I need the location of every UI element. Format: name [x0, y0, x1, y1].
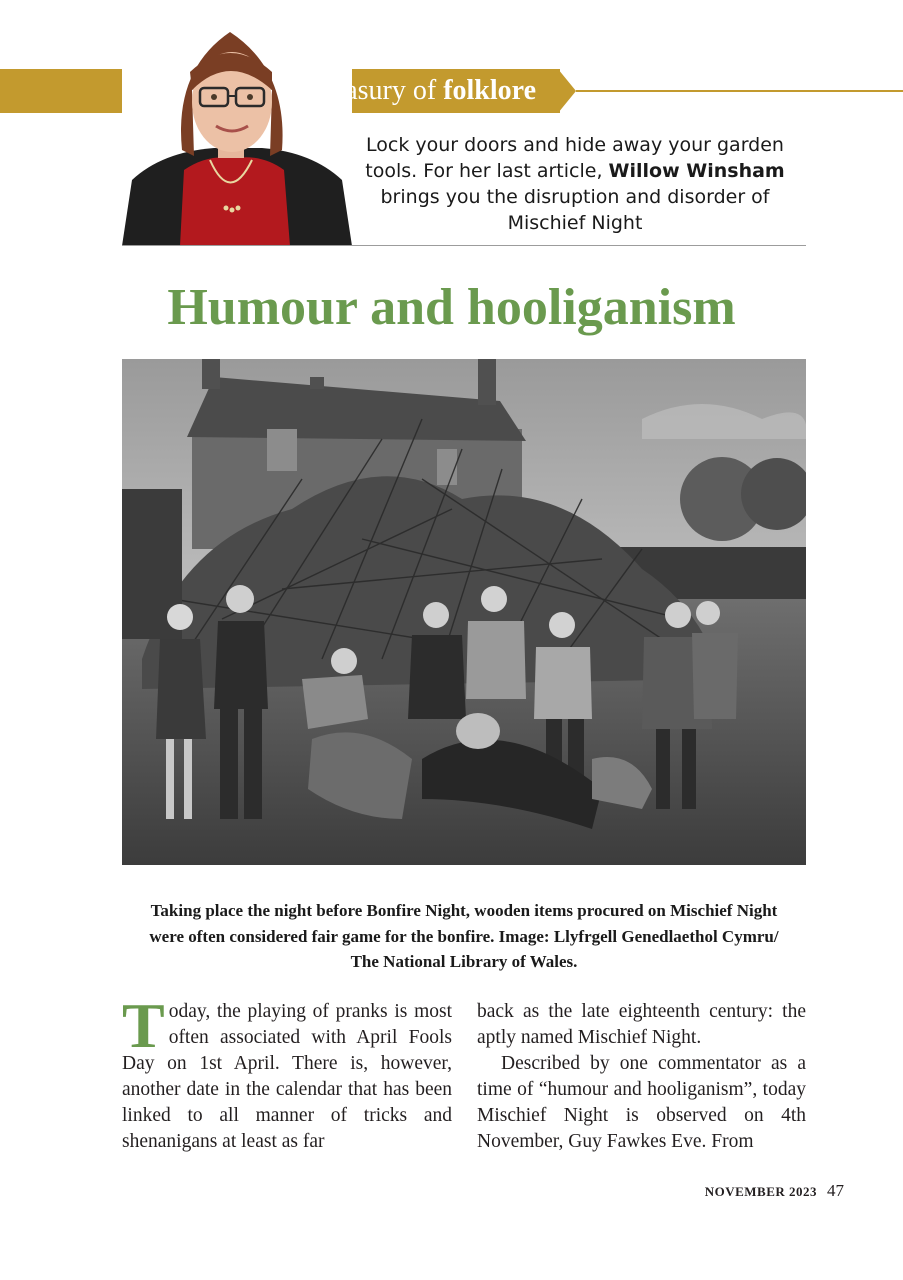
section-title	[290, 72, 536, 110]
caption-line: Taking place the night before Bonfire Night, wooden items procured on Mischief Night	[150, 901, 778, 920]
photo-caption	[122, 898, 806, 975]
main-photo	[122, 359, 806, 865]
body-column-left	[122, 990, 452, 1155]
section-title-bold: folklore	[443, 75, 536, 106]
banner-arrow	[558, 69, 576, 113]
banner-rule	[576, 90, 903, 92]
body-paragraph: back as the late eighteenth century: the aptly named Mischief Night.	[477, 1001, 806, 1048]
author-photo	[122, 30, 352, 246]
standfirst-text-before: Lock your doors and hide away your garden tools. For her last article,	[365, 134, 784, 182]
section-title-plain: A treasury of	[290, 75, 444, 106]
issue-date: NOVEMBER 2023	[704, 1184, 817, 1199]
page-number: 47	[827, 1181, 844, 1200]
caption-line: The National Library of Wales.	[350, 952, 578, 971]
caption-line: were often considered fair game for the bonfire. Image: Llyfrgell Genedlaethol Cymru/	[149, 926, 779, 946]
standfirst-text-after: brings you the disruption and disorder of Mischief Night	[380, 186, 770, 234]
headline: Humour and hooliganism	[167, 279, 736, 336]
author-name: Willow Winsham	[608, 160, 785, 182]
body-column-right	[477, 999, 806, 1155]
drop-cap: T	[122, 990, 165, 1061]
body-paragraph: oday, the playing of pranks is most often associated with April Fools Day on 1st April. There is, however, another date in the calendar that has been linked to all manner of tricks and shenanigans at least as far	[122, 1001, 452, 1152]
body-paragraph: Described by one commentator as a time of “humour and hooliganism”, today Mischief Night is observed on 4th November, Guy Fawkes Eve. From	[477, 1053, 806, 1152]
divider	[122, 245, 806, 246]
standfirst	[352, 132, 798, 236]
page-footer	[600, 1181, 844, 1201]
